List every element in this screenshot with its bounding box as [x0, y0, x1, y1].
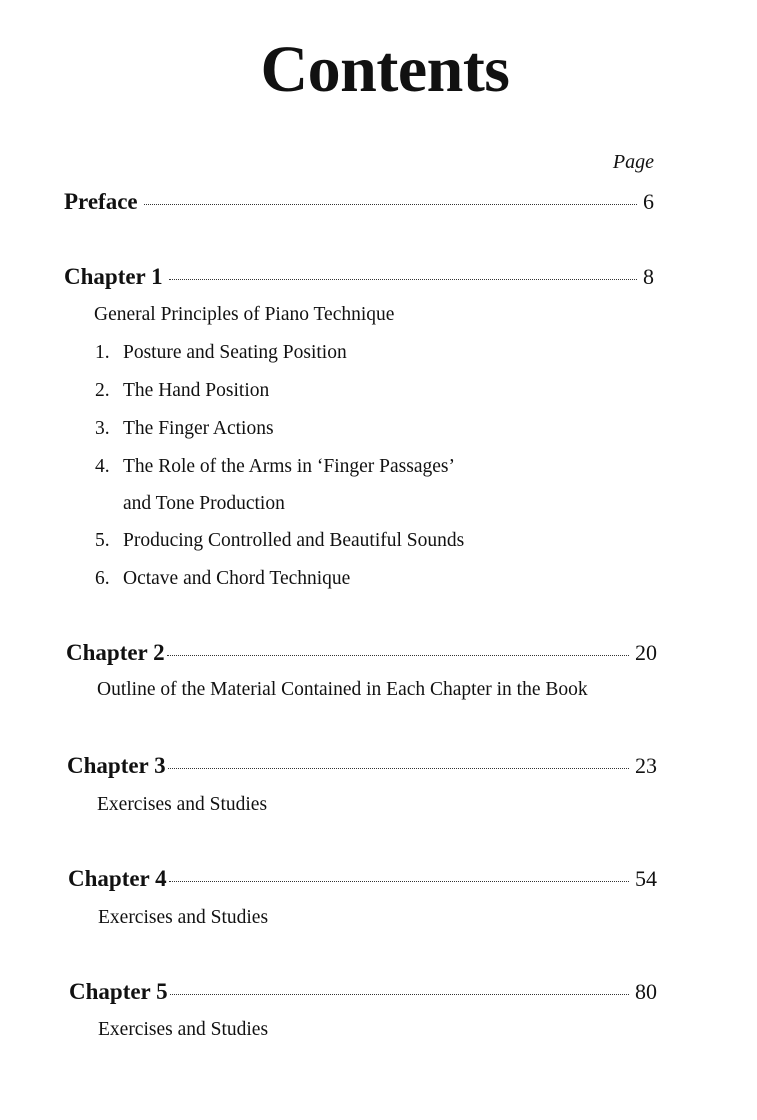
- toc-entry-page: 80: [635, 979, 657, 1004]
- list-item-number: 3.: [95, 418, 110, 439]
- list-item: [95, 529, 464, 553]
- dot-leader: [168, 767, 629, 769]
- chapter-subtitle: General Principles of Piano Technique: [94, 304, 395, 325]
- list-item-number: 4.: [95, 456, 110, 477]
- list-item-number: 6.: [95, 568, 110, 589]
- list-item: [95, 417, 274, 441]
- list-item-number: 5.: [95, 530, 110, 551]
- dot-leader: [167, 654, 629, 656]
- toc-entry-page: 20: [635, 640, 657, 665]
- toc-entry-label: Chapter 5: [69, 979, 168, 1004]
- dot-leader: [144, 203, 637, 205]
- list-item-continuation: [95, 492, 285, 516]
- toc-entry-label: Chapter 1: [64, 264, 163, 289]
- toc-entry-label: Chapter 3: [67, 753, 166, 778]
- toc-entry-label: Chapter 4: [68, 866, 167, 891]
- toc-entry-label: Preface: [64, 189, 138, 214]
- toc-entry-chapter-3[interactable]: [67, 752, 657, 780]
- page-title: Contents: [260, 33, 510, 106]
- list-item-text: The Hand Position: [123, 380, 270, 401]
- page-column-label: Page: [612, 151, 654, 173]
- list-item: [95, 567, 350, 591]
- list-item: [95, 455, 455, 479]
- toc-entry-page: 54: [635, 866, 657, 891]
- dot-leader: [169, 880, 629, 882]
- list-item-text: The Role of the Arms in ‘Finger Passages’: [123, 456, 455, 477]
- list-item-text: Posture and Seating Position: [123, 342, 347, 363]
- toc-entry-page: 8: [643, 264, 654, 289]
- list-item-number: 1.: [95, 342, 110, 363]
- dot-leader: [169, 278, 637, 280]
- list-item-text: and Tone Production: [123, 493, 285, 514]
- toc-entry-preface[interactable]: [64, 188, 654, 216]
- toc-entry-chapter-2[interactable]: [66, 639, 657, 667]
- list-item-number: 2.: [95, 380, 110, 401]
- toc-entry-page: 6: [643, 189, 654, 214]
- toc-entry-label: Chapter 2: [66, 640, 165, 665]
- toc-entry-page: 23: [635, 753, 657, 778]
- list-item: [95, 379, 269, 403]
- list-item: [95, 341, 347, 365]
- toc-entry-chapter-5[interactable]: [69, 978, 657, 1006]
- dot-leader: [170, 993, 629, 995]
- toc-entry-chapter-4[interactable]: [68, 865, 657, 893]
- chapter-subtitle: Exercises and Studies: [97, 794, 268, 815]
- list-item-text: Octave and Chord Technique: [123, 568, 351, 589]
- toc-entry-chapter-1[interactable]: [64, 263, 654, 291]
- list-item-text: Producing Controlled and Beautiful Sounds: [123, 530, 465, 551]
- chapter-subtitle: Exercises and Studies: [98, 1019, 269, 1040]
- list-item-text: The Finger Actions: [123, 418, 274, 439]
- chapter-subtitle: Outline of the Material Contained in Each Chapter in the Book: [97, 679, 588, 700]
- chapter-subtitle: Exercises and Studies: [98, 907, 269, 928]
